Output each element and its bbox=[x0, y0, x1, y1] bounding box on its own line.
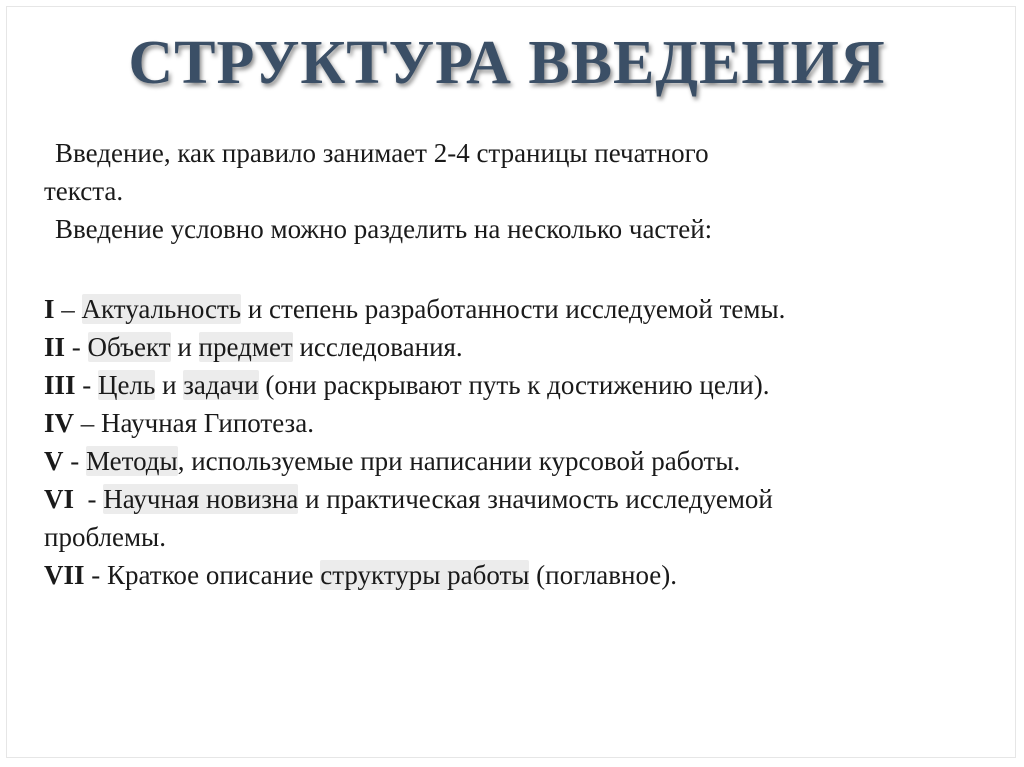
item-separator: - bbox=[65, 332, 88, 362]
item-text: и степень разработанности исследуемой темы. bbox=[241, 294, 786, 324]
item-keyword: структуры работы bbox=[320, 560, 530, 590]
item-separator: - bbox=[84, 560, 108, 590]
item-text: , используемые при написании курсовой работы. bbox=[177, 446, 741, 476]
item-keyword: Методы bbox=[86, 446, 178, 476]
item-number: V bbox=[44, 446, 64, 476]
item-text: Краткое описание bbox=[107, 560, 321, 590]
slide-title: СТРУКТУРА ВВЕДЕНИЯ bbox=[128, 29, 886, 97]
spacer bbox=[44, 248, 1004, 290]
item-number: I bbox=[44, 294, 55, 324]
list-item-6-continuation: проблемы. bbox=[44, 522, 166, 552]
item-separator: - bbox=[63, 446, 86, 476]
item-number: II bbox=[44, 332, 66, 362]
item-keyword: задачи bbox=[183, 370, 259, 400]
item-text: и bbox=[155, 370, 184, 400]
list-item-7 bbox=[44, 556, 1004, 594]
list-item-6 bbox=[44, 480, 1004, 518]
item-keyword: Объект bbox=[87, 332, 171, 362]
slide-body bbox=[44, 134, 1004, 594]
item-keyword: Научная новизна bbox=[103, 484, 299, 514]
item-separator: – bbox=[74, 408, 102, 438]
intro-line-2: текста. bbox=[44, 176, 124, 206]
list-item-5 bbox=[44, 442, 1004, 480]
item-keyword: предмет bbox=[198, 332, 293, 362]
list-item-1 bbox=[44, 290, 1004, 328]
item-text: (они раскрывают путь к достижению цели). bbox=[258, 370, 770, 400]
list-item-2 bbox=[44, 328, 1004, 366]
item-separator: - bbox=[75, 370, 99, 400]
item-number: VII bbox=[44, 560, 85, 590]
item-separator: – bbox=[54, 294, 82, 324]
item-keyword: Актуальность bbox=[81, 294, 242, 324]
item-text: (поглавное). bbox=[529, 560, 678, 590]
item-text: и практическая значимость исследуемой bbox=[298, 484, 773, 514]
item-number: III bbox=[44, 370, 76, 400]
item-text: и bbox=[170, 332, 199, 362]
item-number: VI bbox=[44, 484, 75, 514]
item-text: Научная Гипотеза. bbox=[101, 408, 314, 438]
intro-line-3: Введение условно можно разделить на несколько частей: bbox=[55, 214, 713, 244]
item-keyword: Цель bbox=[98, 370, 156, 400]
list-item-4 bbox=[44, 404, 1004, 442]
item-text: исследования. bbox=[292, 332, 463, 362]
intro-line-1: Введение, как правило занимает 2-4 страницы печатного bbox=[55, 138, 709, 168]
list-item-3 bbox=[44, 366, 1004, 404]
item-number: IV bbox=[44, 408, 75, 438]
item-separator: - bbox=[74, 484, 104, 514]
